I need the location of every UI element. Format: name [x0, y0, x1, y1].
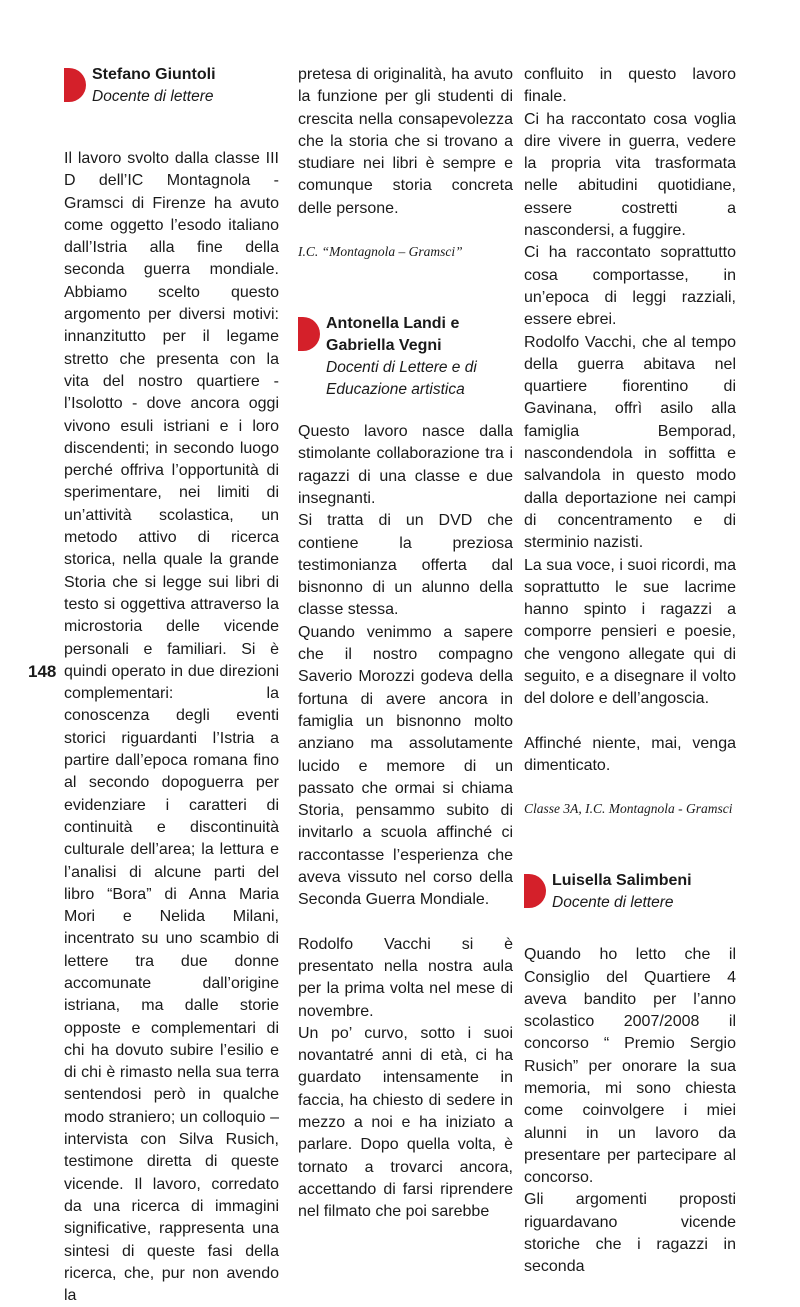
author-name: Stefano Giuntoli	[92, 66, 216, 83]
paragraph: pretesa di originalità, ha avuto la funzione per gli studenti di crescita nella consapevolezza che la storia che si trovano a studiare nei libri è sempre e comunque storia concreta delle persone.	[298, 66, 513, 217]
paragraph: confluito in questo lavoro finale.	[524, 66, 736, 106]
paragraph: Quando venimmo a sapere che il nostro compagno Saverio Morozzi godeva della fortuna di avere ancora in famiglia un bisnonno molto anziano ma assolutamente lucido e memore di un passato che ormai si chiama Storia, pensammo subito di invitarlo a scuola affinché ci raccontasse l’esperienza che aveva vissuto nel corso della Seconda Guerra Mondiale.	[298, 623, 513, 909]
red-marker-icon	[64, 68, 86, 102]
page-number: 148	[28, 662, 57, 681]
author-role: Docenti di Lettere e di Educazione artistica	[326, 359, 477, 399]
paragraph: Ci ha raccontato soprattutto cosa comportasse, in un’epoca di leggi razziali, essere ebrei.	[524, 244, 736, 329]
signature: Classe 3A, I.C. Montagnola - Gramsci	[524, 801, 733, 817]
paragraph: Rodolfo Vacchi si è presentato nella nostra aula per la prima volta nel mese di novembre.	[298, 935, 513, 1020]
signature: I.C. “Montagnola – Gramsci”	[298, 244, 463, 260]
paragraph: Ci ha raccontato cosa voglia dire vivere in guerra, vedere la propria vita trasformata nelle abitudini quotidiane, essere costretti a nascondersi, a fuggire.	[524, 110, 736, 240]
author-role: Docente di lettere	[92, 88, 214, 105]
author-role: Docente di lettere	[552, 894, 674, 912]
paragraph: Si tratta di un DVD che contiene la preziosa testimonianza offerta dal bisnonno di un alunno della classe stessa.	[298, 512, 513, 619]
red-marker-icon	[298, 317, 320, 351]
paragraph: Quando ho letto che il Consiglio del Quartiere 4 aveva bandito per l’anno scolastico 2007/2008 il concorso “ Premio Sergio Rusich” per onorare la sua memoria, mi sono chiesta come coinvolgere i miei alunni in un lavoro da presentare per partecipare al concorso.	[524, 946, 736, 1187]
article-text: Il lavoro svolto dalla classe III D dell’IC Montagnola - Gramsci di Firenze ha avuto come oggetto l’esodo italiano dall’Istria alla fine della seconda guerra mondiale. Abbiamo scelto questo argomento per diversi motivi: innanzitutto per il legame stretto che presenta con la vita del nostro quartiere - l’Isolotto - dove ancora oggi vivono esuli istriani e i loro discendenti; in secondo luogo perché offriva l’opportunità di sperimentare, nei limiti di un’attività scolastica, un metodo attivo di ricerca storica, nella quale la grande Storia che si legge sui libri di testo si oggettiva attraverso la microstoria delle vicende personali e familiari. Si è quindi operato in due direzioni complementari: la conoscenza degli eventi storici riguardanti l’Istria a partire dall’epoca romana fino al secondo dopoguerra per evidenziare i caratteri di continuità e discontinuità culturale dell’area; la lettura e l’analisi di alcune parti del libro “Bora” di Anna Maria Mori e Nelida Milani, incentrato su uno scambio di lettere tra due donne accomunate dall’origine istriana, ma dalle storie opposte e complementari di chi ha dovuto subire l’esilio e di chi è rimasto nella sua terra sentendosi però in qualche modo straniero; un colloquio – intervista con Silva Rusich, testimone diretta di queste vicende. Il lavoro, corredato da una ricerca di immagini significative, rappresenta una sintesi di queste fasi della ricerca, che, pur non avendo la	[64, 150, 279, 1305]
author-name: Luisella Salimbeni	[552, 872, 692, 890]
author-block-landi-vegni	[298, 313, 513, 401]
author-block-salimbeni	[524, 870, 736, 914]
author-name: Antonella Landi e Gabriella Vegni	[326, 315, 460, 355]
red-marker-icon	[524, 874, 546, 908]
paragraph: Un po’ curvo, sotto i suoi novantatré anni di età, ci ha guardato intensamente in faccia, ha chiesto di sedere in mezzo a noi e ha iniziato a parlare. Dopo quella volta, è tornato a trovarci ancora, accettando di farsi riprendere nel filmato che poi sarebbe	[298, 1024, 513, 1221]
paragraph: Gli argomenti proposti riguardavano vicende storiche che i ragazzi in seconda	[524, 1191, 736, 1276]
column-3	[524, 64, 736, 1279]
paragraph: La sua voce, i suoi ricordi, ma soprattutto le sue lacrime hanno spinto i ragazzi a comporre pensieri e poesie, che vengono allegate qui di seguito, e a disegnare il volto del dolore e dell’angoscia.	[524, 556, 736, 708]
author-block-giuntoli	[64, 64, 279, 108]
paragraph: Affinché niente, mai, venga dimenticato.	[524, 734, 736, 774]
paragraph: Questo lavoro nasce dalla stimolante collaborazione tra i ragazzi di una classe e due insegnanti.	[298, 423, 513, 507]
column-1	[64, 64, 279, 1307]
column-2	[298, 64, 513, 1223]
paragraph: Rodolfo Vacchi, che al tempo della guerra abitava nel quartiere fiorentino di Gavinana, offrì asilo alla famiglia Bemporad, nascondendola in soffitta e salvandola in questo modo dalla deportazione nei campi di concentramento e di sterminio nazisti.	[524, 333, 736, 552]
